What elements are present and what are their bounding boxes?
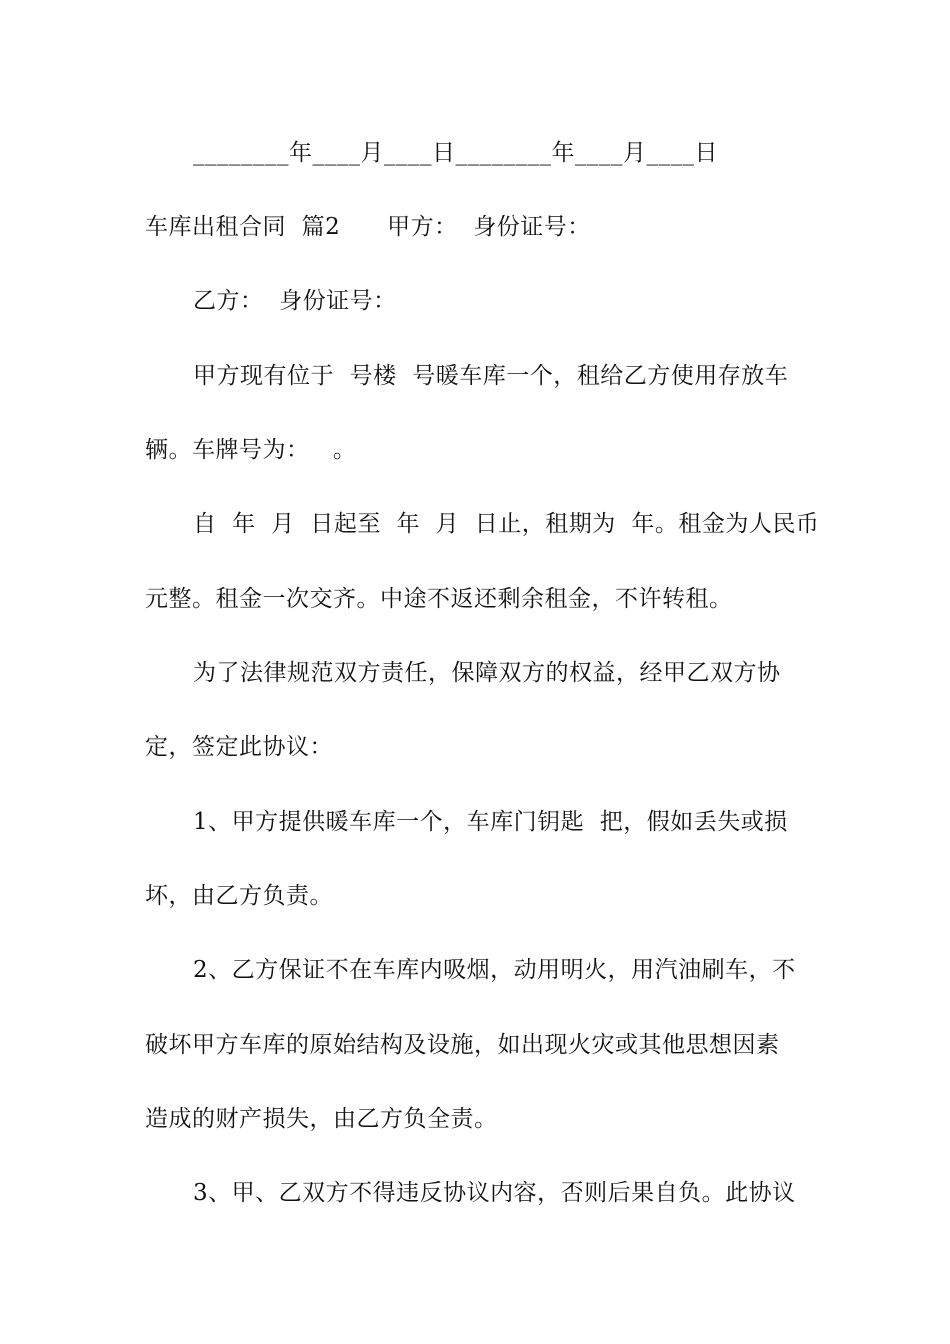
- party-b-line: 乙方： 身份证号：: [193, 288, 397, 314]
- paragraph-line: 定，签定此协议：: [145, 734, 333, 760]
- paragraph-line: 辆。车牌号为： 。: [145, 437, 357, 463]
- clause-line: 2、乙方保证不在车库内吸烟，动用明火，用汽油刷车，不: [193, 957, 796, 983]
- clause-line: 破坏甲方车库的原始结构及设施，如出现火灾或其他思想因素: [145, 1032, 780, 1058]
- clause-line: 3、甲、乙双方不得违反协议内容，否则后果自负。此协议: [193, 1180, 796, 1206]
- clause-line: 造成的财产损失，由乙方负全责。: [145, 1106, 498, 1132]
- clause-line: 1、甲方提供暖车库一个，车库门钥匙 把，假如丢失或损: [193, 809, 788, 835]
- paragraph-line: 为了法律规范双方责任，保障双方的权益，经甲乙双方协: [193, 660, 781, 686]
- clause-line: 坏，由乙方负责。: [145, 883, 333, 909]
- date-line: ________年____月____日________年____月____日: [193, 140, 718, 166]
- paragraph-line: 自 年 月 日起至 年 月 日止，租期为 年。租金为人民币: [193, 511, 820, 537]
- title-line: 车库出租合同 篇2 甲方： 身份证号：: [145, 214, 591, 240]
- paragraph-line: 甲方现有位于 号楼 号暖车库一个，租给乙方使用存放车: [193, 363, 789, 389]
- paragraph-line: 元整。租金一次交齐。中途不返还剩余租金，不许转租。: [145, 586, 733, 612]
